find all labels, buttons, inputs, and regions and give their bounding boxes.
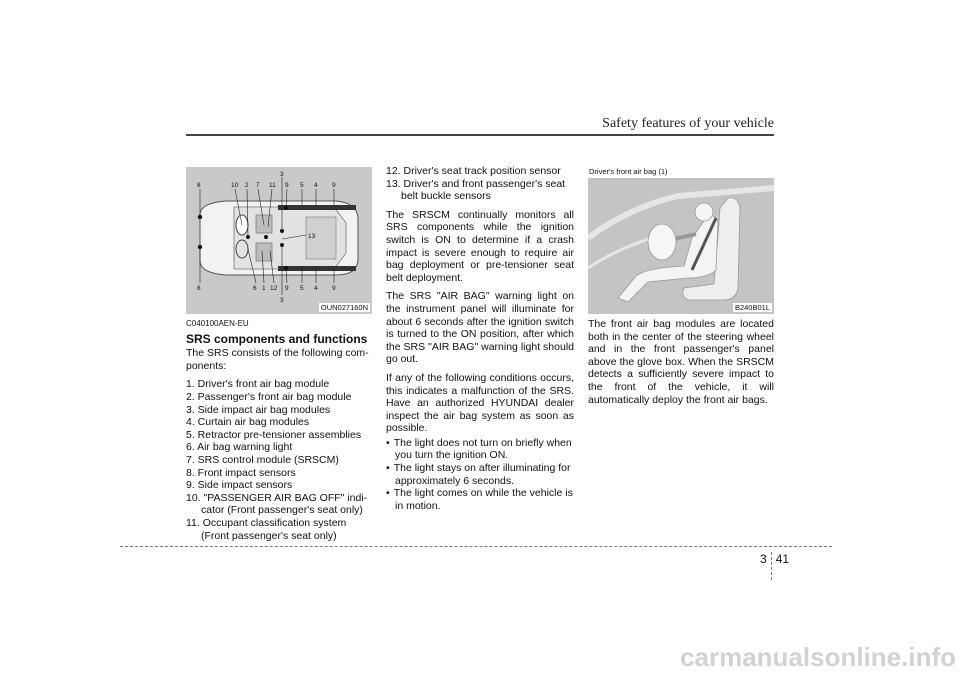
figure-caption-right: Driver's front air bag (1) (589, 167, 668, 176)
car-label-5-bottom: 5 (300, 285, 304, 292)
right-column (588, 318, 774, 412)
car-label-12: 12 (270, 285, 278, 292)
car-label-11: 11 (269, 182, 276, 189)
malfunction-paragraph: If any of the following conditions occurs, this indicates a malfunction of the SRS. Have an authorized HYUNDAI dealer inspect the air bag system as soon as possible. (386, 371, 574, 435)
car-label-9-top-b: 9 (332, 182, 336, 189)
car-label-4-bottom: 4 (314, 285, 318, 292)
section-title: SRS components and functions (186, 331, 368, 346)
list-item: • The light stays on after illuminating for approximately 6 seconds. (386, 462, 574, 487)
component-list-continued (386, 165, 574, 203)
car-label-3-bottom: 3 (280, 297, 284, 304)
middle-column (386, 165, 574, 512)
list-item: 7. SRS control module (SRSCM) (186, 453, 339, 466)
car-label-7: 7 (256, 182, 260, 189)
header-divider (186, 134, 774, 136)
car-label-13: 13 (308, 233, 316, 240)
car-label-9-top-a: 9 (285, 182, 289, 189)
car-label-2: 2 (245, 182, 249, 189)
figure-code-left: OUN027160N (320, 303, 368, 312)
driver-airbag-figure (588, 178, 774, 314)
list-item: 6. Air bag warning light (186, 441, 293, 454)
srs-components-figure (186, 167, 372, 314)
left-column (186, 318, 374, 548)
list-item: • The light comes on while the vehicle is in motion. (386, 487, 574, 512)
car-label-8-top: 8 (197, 182, 201, 189)
list-item: 10. "PASSENGER AIR BAG OFF" indi-cator (Front passenger's seat only) (186, 491, 368, 517)
list-item: 2. Passenger's front air bag module (186, 390, 352, 403)
page-number-value: 41 (775, 552, 790, 566)
chapter-number: 3 (760, 552, 767, 566)
car-label-3-top: 3 (280, 171, 284, 178)
car-label-1: 1 (262, 285, 266, 292)
watermark: carmanualsonline.info (680, 642, 956, 672)
front-airbag-paragraph: The front air bag modules are located both in the center of the steering wheel and in the front passenger's panel above the glove box. When the SRSCM detects a sufficiently severe impact to the front of the vehicle, it will automatically deploy the front air bags. (588, 318, 774, 406)
malfunction-conditions (386, 437, 574, 513)
intro-paragraph: The SRS consists of the following com-ponents: (186, 347, 369, 372)
car-label-9-bottom-b: 9 (332, 285, 336, 292)
list-item: 3. Side impact air bag modules (186, 403, 331, 416)
list-item: 13. Driver's and front passenger's seat belt buckle sensors (386, 177, 566, 203)
list-item: 11. Occupant classification system (Front passenger's seat only) (186, 516, 347, 542)
car-label-8-bottom: 8 (197, 285, 201, 292)
figure-code-right: B240B01L (734, 303, 770, 312)
footer-divider (120, 546, 832, 547)
page-number-divider (771, 552, 772, 580)
car-label-9-bottom-a: 9 (285, 285, 289, 292)
list-item: 4. Curtain air bag modules (186, 416, 310, 429)
page-header-title: Safety features of your vehicle (602, 116, 774, 131)
car-label-6: 6 (253, 285, 257, 292)
car-top-view-diagram (186, 167, 372, 314)
list-item: 9. Side impact sensors (186, 479, 293, 492)
list-item: • The light does not turn on briefly when you turn the ignition ON. (386, 437, 574, 462)
car-label-4-top: 4 (314, 182, 318, 189)
list-item: 8. Front impact sensors (186, 466, 296, 479)
driver-airbag-illustration (588, 178, 774, 314)
car-label-10: 10 (231, 182, 239, 189)
component-list (186, 378, 374, 542)
list-item: 1. Driver's front air bag module (186, 378, 330, 391)
list-item: 12. Driver's seat track position sensor (386, 165, 561, 177)
section-ref-code: C040100AEN-EU (186, 319, 249, 328)
page-number (760, 552, 789, 580)
monitoring-paragraph: The SRSCM continually monitors all SRS components while the ignition switch is ON to determine if a crash impact is severe enough to require air bag deployment or pre-tensioner seat belt deployment. (386, 208, 574, 284)
list-item: 5. Retractor pre-tensioner assemblies (186, 428, 362, 441)
car-label-5-top: 5 (300, 182, 304, 189)
warning-light-paragraph: The SRS "AIR BAG" warning light on the instrument panel will illuminate for about 6 seconds after the ignition switch is turned to the ON position, after which the SRS "AIR BAG" warning light should go out. (386, 290, 574, 366)
